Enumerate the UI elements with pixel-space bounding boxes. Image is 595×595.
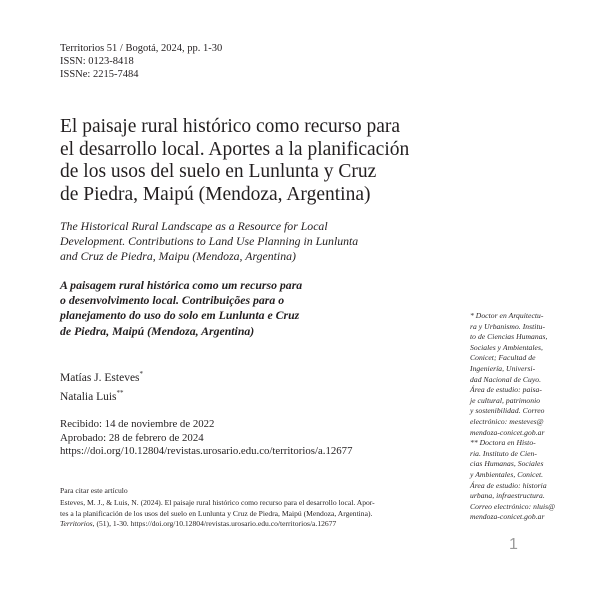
author-name: Natalia Luis xyxy=(60,391,117,403)
journal-header xyxy=(60,42,222,81)
title-pt-line: A paisagem rural histórica como um recurso para xyxy=(60,278,303,292)
author-footnote-mark: * xyxy=(139,370,144,378)
citation-line: tes a la planificación de los usos del suelo en Lunlunta y Cruz de Piedra, Maipú (Mendoza, Argentina). xyxy=(60,508,373,518)
author-name: Matías J. Esteves xyxy=(60,372,140,384)
note-line: Ingeniería, Universi- xyxy=(470,363,536,373)
title-en-line: The Historical Rural Landscape as a Resource for Local xyxy=(60,219,328,233)
title-es-line: El paisaje rural histórico como recurso para xyxy=(60,116,401,137)
note-line: ra y Urbanismo. Institu- xyxy=(470,321,546,331)
citation-rest: , (51), 1-30. https://doi.org/10.12804/revistas.urosario.edu.co/territorios/a.12677 xyxy=(92,518,337,528)
title-pt-line: de Piedra, Maipú (Mendoza, Argentina) xyxy=(60,323,255,338)
author-footnote-mark: ** xyxy=(116,389,124,397)
doi-link[interactable]: https://doi.org/10.12804/revistas.urosario.edu.co/territorios/a.12677 xyxy=(60,445,353,458)
title-es-line: de Piedra, Maipú (Mendoza, Argentina) xyxy=(60,183,371,205)
note-line: Área de estudio: historia xyxy=(470,480,547,490)
note-line: * Doctor en Arquitectu- xyxy=(470,311,544,320)
article-title-portuguese xyxy=(60,278,360,339)
citation-journal: Territorios xyxy=(60,518,93,528)
note-line: y sostenibilidad. Correo xyxy=(470,406,545,416)
title-pt-line: planejamento do uso do solo em Lunlunta e Cruz xyxy=(60,308,300,323)
title-pt-line: o desenvolvimento local. Contribuições para o xyxy=(60,293,285,308)
citation-line: Esteves, M. J., & Luis, N. (2024). El paisaje rural histórico como recurso para el desarrollo local. Apor- xyxy=(60,498,375,508)
note-line: cias Humanas, Sociales xyxy=(470,459,544,469)
journal-info: Territorios 51 / Bogotá, 2024, pp. 1-30 xyxy=(60,43,223,54)
article-title-spanish xyxy=(60,116,435,206)
note-line: electrónico: mesteves@ xyxy=(470,416,544,426)
title-en-line: and Cruz de Piedra, Maipu (Mendoza, Argentina) xyxy=(60,249,296,264)
note-line: Área de estudio: paisa- xyxy=(470,385,542,395)
title-es-line: el desarrollo local. Aportes a la planificación xyxy=(60,138,410,160)
note-line: mendoza-conicet.gob.ar xyxy=(470,512,545,522)
citation-line xyxy=(60,519,460,529)
title-es-line: de los usos del suelo en Lunlunta y Cruz xyxy=(60,161,377,182)
approved-date: Aprobado: 28 de febrero de 2024 xyxy=(60,431,204,444)
note-line: mendoza-conicet.gob.ar xyxy=(470,427,545,437)
note-line: ** Doctora en Histo- xyxy=(470,438,536,448)
author-notes xyxy=(470,311,570,523)
note-line: je cultural, patrimonio xyxy=(470,395,541,405)
citation-block xyxy=(60,486,460,529)
title-en-line: Development. Contributions to Land Use Planning in Lunlunta xyxy=(60,234,359,249)
article-title-english xyxy=(60,219,435,265)
note-line: to de Ciencias Humanas, xyxy=(470,332,548,342)
author xyxy=(60,386,143,405)
issn: ISSN: 0123-8418 xyxy=(60,56,134,67)
note-line: Conicet; Facultad de xyxy=(470,353,536,363)
note-line: Correo electrónico: nluis@ xyxy=(470,501,556,511)
publication-dates xyxy=(60,418,352,459)
citation-lead: Para citar este artículo xyxy=(60,486,128,495)
author-list xyxy=(60,367,143,405)
note-line: dad Nacional de Cuyo. xyxy=(470,374,542,384)
note-line: ria. Instituto de Cien- xyxy=(470,448,537,458)
page-number: 1 xyxy=(509,536,518,553)
received-date: Recibido: 14 de noviembre de 2022 xyxy=(60,418,215,430)
note-line: Sociales y Ambientales, xyxy=(470,342,543,352)
note-line: y Ambientales, Conicet. xyxy=(470,469,544,479)
author xyxy=(60,367,143,386)
issne: ISSNe: 2215-7484 xyxy=(60,69,139,80)
note-line: urbana, infraestructura. xyxy=(470,491,545,501)
